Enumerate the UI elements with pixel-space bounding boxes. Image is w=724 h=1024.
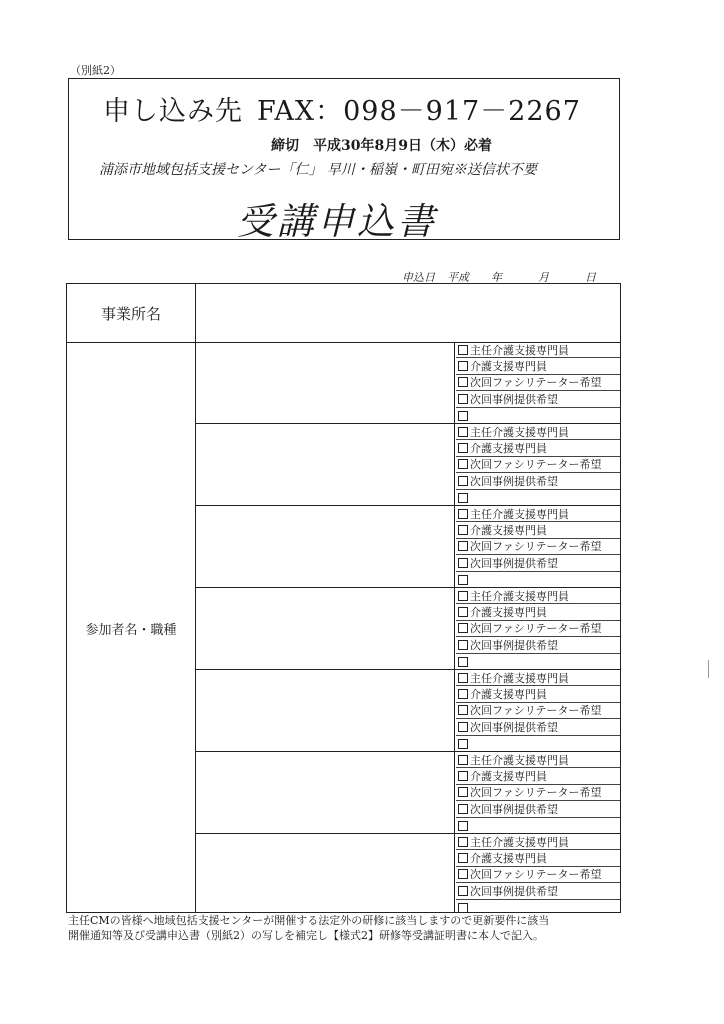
role-options: [456, 588, 620, 669]
attachment-label: （別紙2）: [70, 64, 121, 77]
role-option: [456, 588, 620, 604]
participant-entry: [196, 506, 620, 588]
role-option: [456, 883, 620, 899]
participant-entry: [196, 588, 620, 670]
role-option-label: 介護支援専門員: [470, 606, 547, 620]
role-option: [456, 785, 620, 801]
role-checkbox[interactable]: [458, 705, 468, 715]
role-checkbox[interactable]: [458, 739, 468, 749]
header-box: [68, 78, 620, 243]
form-title: 受講申込書: [237, 200, 437, 243]
role-option: [456, 440, 620, 456]
role-checkbox[interactable]: [458, 361, 468, 371]
role-option-label: 介護支援専門員: [470, 852, 547, 866]
role-checkbox[interactable]: [458, 821, 468, 831]
role-checkbox[interactable]: [458, 509, 468, 519]
participant-entry: [196, 834, 620, 912]
role-option-label: 次回ファシリテーター希望: [470, 376, 602, 390]
role-checkbox[interactable]: [458, 853, 468, 863]
role-option: [456, 424, 620, 440]
role-option: [456, 621, 620, 637]
role-option: [456, 850, 620, 866]
role-options: [456, 342, 620, 423]
role-checkbox[interactable]: [458, 722, 468, 732]
role-option-label: 主任介護支援専門員: [470, 753, 569, 767]
role-option: [456, 408, 620, 424]
footnote-line-2: 開催通知等及び受講申込書（別紙2）の写しを補完し【様式2】研修等受講証明書に本人で記入。: [68, 929, 544, 942]
participant-entry: [196, 670, 620, 752]
role-options: [456, 834, 620, 912]
role-checkbox[interactable]: [458, 837, 468, 847]
role-checkbox[interactable]: [458, 787, 468, 797]
role-option-label: 次回事例提供希望: [470, 720, 558, 734]
role-option: [456, 506, 620, 522]
application-date-day: 日: [585, 271, 596, 284]
role-option-label: 介護支援専門員: [470, 688, 547, 702]
role-checkbox[interactable]: [458, 493, 468, 503]
fax-label: 申し込み先: [103, 96, 243, 127]
role-option-label: 次回ファシリテーター希望: [470, 704, 602, 718]
role-option: [456, 818, 620, 834]
role-option: [456, 637, 620, 653]
participant-name-field[interactable]: [196, 588, 455, 669]
role-checkbox[interactable]: [458, 804, 468, 814]
role-checkbox[interactable]: [458, 771, 468, 781]
role-checkbox[interactable]: [458, 345, 468, 355]
role-option: [456, 752, 620, 768]
role-option-label: 介護支援専門員: [470, 360, 547, 374]
role-option: [456, 604, 620, 620]
role-checkbox[interactable]: [458, 541, 468, 551]
role-options: [456, 424, 620, 505]
role-option: [456, 342, 620, 358]
application-date-month: 月: [538, 271, 549, 284]
role-checkbox[interactable]: [458, 640, 468, 650]
role-option-label: 主任介護支援専門員: [470, 507, 569, 521]
application-table: [66, 283, 621, 913]
footnote-line-1: 主任CMの皆様へ地域包括支援センターが開催する法定外の研修に該当しますので更新要件に該当: [68, 914, 550, 927]
role-option: [456, 834, 620, 850]
role-checkbox[interactable]: [458, 607, 468, 617]
role-checkbox[interactable]: [458, 459, 468, 469]
participant-name-field[interactable]: [196, 424, 455, 505]
role-checkbox[interactable]: [458, 575, 468, 585]
role-option-label: 次回事例提供希望: [470, 474, 558, 488]
role-option: [456, 555, 620, 571]
role-option: [456, 522, 620, 538]
role-option-label: 次回ファシリテーター希望: [470, 540, 602, 554]
scan-edge-mark: [708, 660, 709, 678]
role-option-label: 次回ファシリテーター希望: [470, 622, 602, 636]
role-option-label: 次回ファシリテーター希望: [470, 458, 602, 472]
role-option: [456, 719, 620, 735]
role-checkbox[interactable]: [458, 394, 468, 404]
role-checkbox[interactable]: [458, 558, 468, 568]
role-option-label: 次回事例提供希望: [470, 802, 558, 816]
role-checkbox[interactable]: [458, 443, 468, 453]
role-option: [456, 375, 620, 391]
application-date-year: 年: [491, 271, 502, 284]
fax-number: FAX：098－917－2267: [257, 96, 581, 127]
participant-name-field[interactable]: [196, 752, 455, 833]
participant-entry: [196, 752, 620, 834]
application-date-era: 平成: [447, 271, 469, 284]
participant-name-field[interactable]: [196, 834, 455, 912]
role-checkbox[interactable]: [458, 476, 468, 486]
role-option: [456, 703, 620, 719]
role-option-label: 次回事例提供希望: [470, 392, 558, 406]
role-checkbox[interactable]: [458, 525, 468, 535]
role-checkbox[interactable]: [458, 903, 468, 913]
role-option: [456, 572, 620, 588]
role-option-label: 主任介護支援専門員: [470, 589, 569, 603]
role-options: [456, 506, 620, 587]
participant-name-field[interactable]: [196, 342, 455, 423]
office-row: [67, 284, 620, 343]
footnote: [68, 913, 624, 943]
role-option: [456, 867, 620, 883]
role-option: [456, 539, 620, 555]
role-option-label: 次回事例提供希望: [470, 884, 558, 898]
participant-name-field[interactable]: [196, 670, 455, 751]
role-checkbox[interactable]: [458, 411, 468, 421]
role-option: [456, 654, 620, 670]
role-option: [456, 768, 620, 784]
role-checkbox[interactable]: [458, 673, 468, 683]
role-option-label: 主任介護支援専門員: [470, 835, 569, 849]
participant-entry: [196, 424, 620, 506]
role-checkbox[interactable]: [458, 869, 468, 879]
role-checkbox[interactable]: [458, 657, 468, 667]
role-option: [456, 490, 620, 506]
role-options: [456, 670, 620, 751]
role-checkbox[interactable]: [458, 689, 468, 699]
role-options: [456, 752, 620, 833]
deadline: 締切 平成30年8月9日（木）必着: [271, 138, 492, 154]
role-option-label: 介護支援専門員: [470, 770, 547, 784]
role-option: [456, 391, 620, 407]
participant-entry: [196, 342, 620, 424]
role-option-label: 次回ファシリテーター希望: [470, 868, 602, 882]
participant-name-field[interactable]: [196, 506, 455, 587]
role-option-label: 介護支援専門員: [470, 442, 547, 456]
role-option-label: 次回事例提供希望: [470, 638, 558, 652]
role-option: [456, 358, 620, 374]
participant-label: 参加者名・職種: [85, 622, 177, 638]
role-option: [456, 801, 620, 817]
role-option-label: 主任介護支援専門員: [470, 671, 569, 685]
role-checkbox[interactable]: [458, 591, 468, 601]
role-checkbox[interactable]: [458, 427, 468, 437]
application-date-label: 申込日: [402, 271, 435, 284]
role-checkbox[interactable]: [458, 755, 468, 765]
office-name-field[interactable]: [196, 284, 620, 342]
fax-line: [103, 89, 581, 128]
role-option: [456, 473, 620, 489]
role-option: [456, 686, 620, 702]
role-option-label: 主任介護支援専門員: [470, 425, 569, 439]
role-checkbox[interactable]: [458, 377, 468, 387]
role-option: [456, 457, 620, 473]
role-option: [456, 736, 620, 752]
role-checkbox[interactable]: [458, 886, 468, 896]
role-option-label: 介護支援専門員: [470, 524, 547, 538]
role-option-label: 次回事例提供希望: [470, 556, 558, 570]
office-name-label: 事業所名: [100, 304, 161, 323]
recipient-address: 浦添市地域包括支援センター「仁」 早川・稲嶺・町田宛※送信状不要: [99, 162, 537, 178]
role-option: [456, 670, 620, 686]
role-option-label: 主任介護支援専門員: [470, 343, 569, 357]
role-checkbox[interactable]: [458, 623, 468, 633]
role-option-label: 次回ファシリテーター希望: [470, 786, 602, 800]
